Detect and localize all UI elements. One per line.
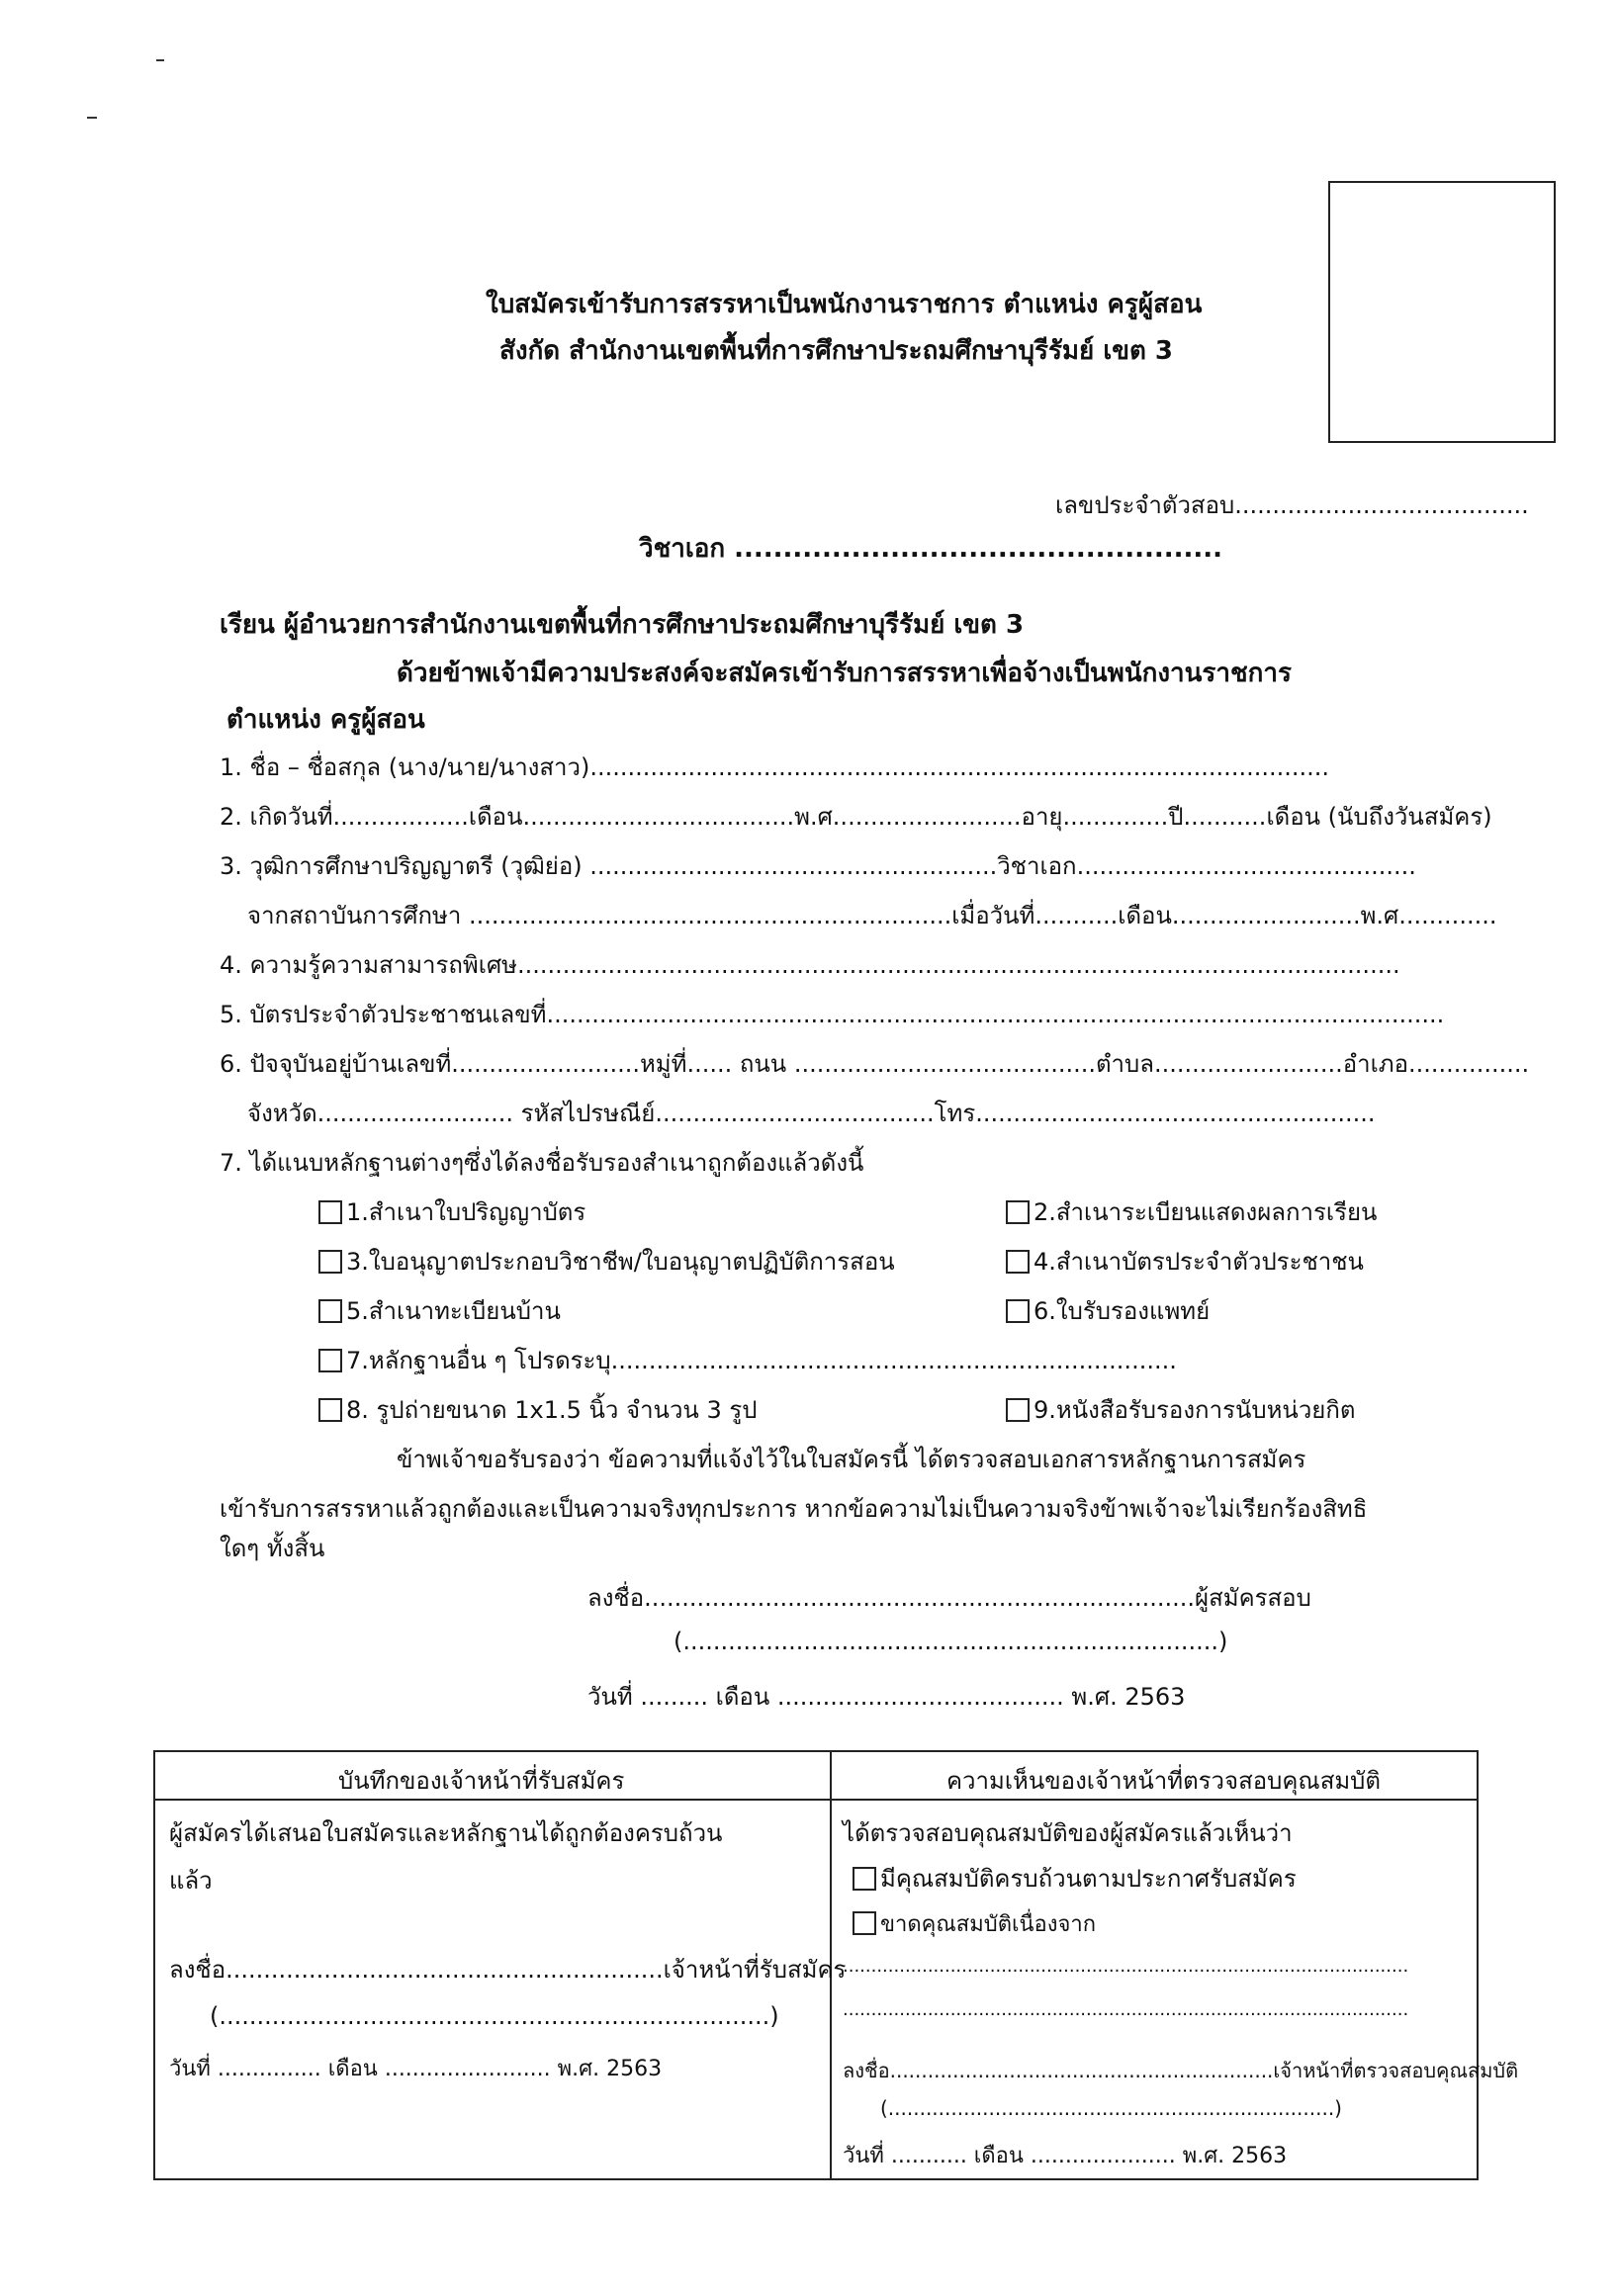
checkbox[interactable] <box>318 1299 342 1323</box>
checkbox[interactable] <box>1006 1398 1030 1422</box>
idcard-field[interactable]: 5. บัตรประจำตัวประชาชนเลขที่....................................................................................................................... <box>220 1001 1445 1028</box>
checklist-item[interactable] <box>318 1242 895 1280</box>
skill-field[interactable]: 4. ความรู้ความสามารถพิเศษ..................................................................................................................... <box>220 951 1400 979</box>
reason-line[interactable]: .................................................................................................... <box>843 1956 1409 1977</box>
major-field[interactable]: วิชาเอก .................................................. <box>639 534 1222 564</box>
qualified-label: มีคุณสมบัติครบถ้วนตามประกาศรับสมัคร <box>880 1865 1297 1893</box>
applicant-signature[interactable]: ลงชื่อ.........................................................................ผู้สมัครสอบ <box>587 1584 1311 1612</box>
checkbox[interactable] <box>318 1250 342 1274</box>
checkbox[interactable] <box>1006 1200 1030 1224</box>
address-field[interactable]: 6. ปัจจุบันอยู่บ้านเลขที่.........................หมู่ที่...... ถนน ........................................ตำบล.........................อำเภอ................ <box>220 1050 1530 1078</box>
right-column-header: ความเห็นของเจ้าหน้าที่ตรวจสอบคุณสมบัติ <box>946 1767 1381 1795</box>
receiver-signature[interactable]: ลงชื่อ..........................................................เจ้าหน้าที่รับสมัคร <box>169 1956 847 1984</box>
checklist-item[interactable] <box>1006 1291 1210 1330</box>
name-field[interactable]: 1. ชื่อ – ชื่อสกุล (นาง/นาย/นางสาว).................................................................................................. <box>220 753 1329 781</box>
applicant-date[interactable]: วันที่ ......... เดือน ...................................... พ.ศ. 2563 <box>587 1683 1186 1711</box>
receiver-note: ผู้สมัครได้เสนอใบสมัครและหลักฐานได้ถูกต้องครบถ้วน <box>169 1819 723 1847</box>
checkbox[interactable] <box>853 1867 876 1891</box>
checklist-item[interactable] <box>318 1291 561 1330</box>
checker-signature[interactable]: ลงชื่อ.............................................................เจ้าหน้าที่ตรวจสอบคุณสมบัติ <box>843 2059 1519 2082</box>
checklist-label: 6.ใบรับรองแพทย์ <box>1034 1297 1211 1325</box>
address-field-2[interactable]: จังหวัด.......................... รหัสไปรษณีย์.....................................โทร..................................................... <box>247 1100 1376 1127</box>
photo-box <box>1328 181 1556 443</box>
unqualified-label: ขาดคุณสมบัติเนื่องจาก <box>880 1912 1097 1937</box>
checkbox[interactable] <box>318 1398 342 1422</box>
checker-note: ได้ตรวจสอบคุณสมบัติของผู้สมัครแล้วเห็นว่า <box>843 1819 1293 1847</box>
checklist-item[interactable] <box>1006 1390 1355 1429</box>
checkbox[interactable] <box>1006 1299 1030 1323</box>
form-title: ใบสมัครเข้ารับการสรรหาเป็นพนักงานราชการ ตำแหน่ง ครูผู้สอน <box>486 290 1203 319</box>
applicant-name[interactable]: (.......................................................................) <box>674 1628 1228 1655</box>
checklist-item[interactable] <box>318 1192 585 1231</box>
unqualified-option[interactable] <box>853 1906 1096 1941</box>
scan-mark <box>87 117 97 119</box>
checklist-label: 9.หนังสือรับรองการนับหน่วยกิต <box>1034 1396 1356 1424</box>
attachments-heading: 7. ได้แนบหลักฐานต่างๆซึ่งได้ลงชื่อรับรองสำเนาถูกต้องแล้วดังนี้ <box>220 1149 864 1177</box>
checkbox[interactable] <box>1006 1250 1030 1274</box>
checker-name[interactable]: (.......................................................................) <box>880 2096 1342 2120</box>
checklist-label: 4.สำเนาบัตรประจำตัวประชาชน <box>1034 1248 1364 1276</box>
declaration-line: ใดๆ ทั้งสิ้น <box>220 1535 325 1562</box>
checklist-item[interactable] <box>318 1341 1177 1379</box>
birth-field[interactable]: 2. เกิดวันที่..................เดือน....................................พ.ศ.........................อายุ..............ปี...........เดือน (นับถึงวันสมัคร) <box>220 803 1492 831</box>
receiver-note: แล้ว <box>169 1867 213 1895</box>
left-column-header: บันทึกของเจ้าหน้าที่รับสมัคร <box>338 1767 625 1795</box>
checklist-label: 5.สำเนาทะเบียนบ้าน <box>346 1297 561 1325</box>
checklist-label: 1.สำเนาใบปริญญาบัตร <box>346 1198 586 1226</box>
checklist-label: 7.หลักฐานอื่น ๆ โปรดระบุ........................................................................... <box>346 1347 1177 1374</box>
salutation: เรียน ผู้อำนวยการสำนักงานเขตพื้นที่การศึกษาประถมศึกษาบุรีรัมย์ เขต 3 <box>220 610 1025 640</box>
checklist-label: 3.ใบอนุญาตประกอบวิชาชีพ/ใบอนุญาตปฏิบัติการสอน <box>346 1248 895 1276</box>
checker-date[interactable]: วันที่ ........... เดือน ..................... พ.ศ. 2563 <box>843 2144 1288 2168</box>
receiver-date[interactable]: วันที่ ............... เดือน ........................ พ.ศ. 2563 <box>169 2057 663 2081</box>
checkbox[interactable] <box>318 1349 342 1372</box>
officer-table <box>153 1750 1519 2180</box>
qualified-option[interactable] <box>853 1859 1297 1898</box>
declaration-line: เข้ารับการสรรหาแล้วถูกต้องและเป็นความจริงทุกประการ หากข้อความไม่เป็นความจริงข้าพเจ้าจะไม่เรียกร้องสิทธิ <box>220 1495 1368 1523</box>
exam-id-field[interactable]: เลขประจำตัวสอบ....................................... <box>1055 491 1529 519</box>
form-subtitle: สังกัด สำนักงานเขตพื้นที่การศึกษาประถมศึกษาบุรีรัมย์ เขต 3 <box>499 336 1174 366</box>
checklist-item[interactable] <box>318 1390 758 1429</box>
checklist-label: 2.สำเนาระเบียนแสดงผลการเรียน <box>1034 1198 1378 1226</box>
degree-field[interactable]: 3. วุฒิการศึกษาปริญญาตรี (วุฒิย่อ) ......................................................วิชาเอก............................................. <box>220 852 1416 880</box>
receiver-name[interactable]: (.........................................................................) <box>210 2002 779 2030</box>
checklist-label: 8. รูปถ่ายขนาด 1x1.5 นิ้ว จำนวน 3 รูป <box>346 1396 758 1424</box>
checklist-item[interactable] <box>1006 1192 1377 1231</box>
institution-field[interactable]: จากสถาบันการศึกษา ................................................................เมื่อวันที่...........เดือน.........................พ.ศ............. <box>247 902 1497 929</box>
intro-text: ด้วยข้าพเจ้ามีความประสงค์จะสมัครเข้ารับการสรรหาเพื่อจ้างเป็นพนักงานราชการ <box>397 659 1292 688</box>
position-text: ตำแหน่ง ครูผู้สอน <box>226 705 425 735</box>
reason-line[interactable]: .................................................................................................... <box>843 1999 1409 2020</box>
checkbox[interactable] <box>318 1200 342 1224</box>
checklist-item[interactable] <box>1006 1242 1364 1280</box>
checkbox[interactable] <box>853 1911 876 1935</box>
declaration-line: ข้าพเจ้าขอรับรองว่า ข้อความที่แจ้งไว้ในใบสมัครนี้ ได้ตรวจสอบเอกสารหลักฐานการสมัคร <box>397 1446 1306 1473</box>
scan-mark <box>156 59 164 61</box>
